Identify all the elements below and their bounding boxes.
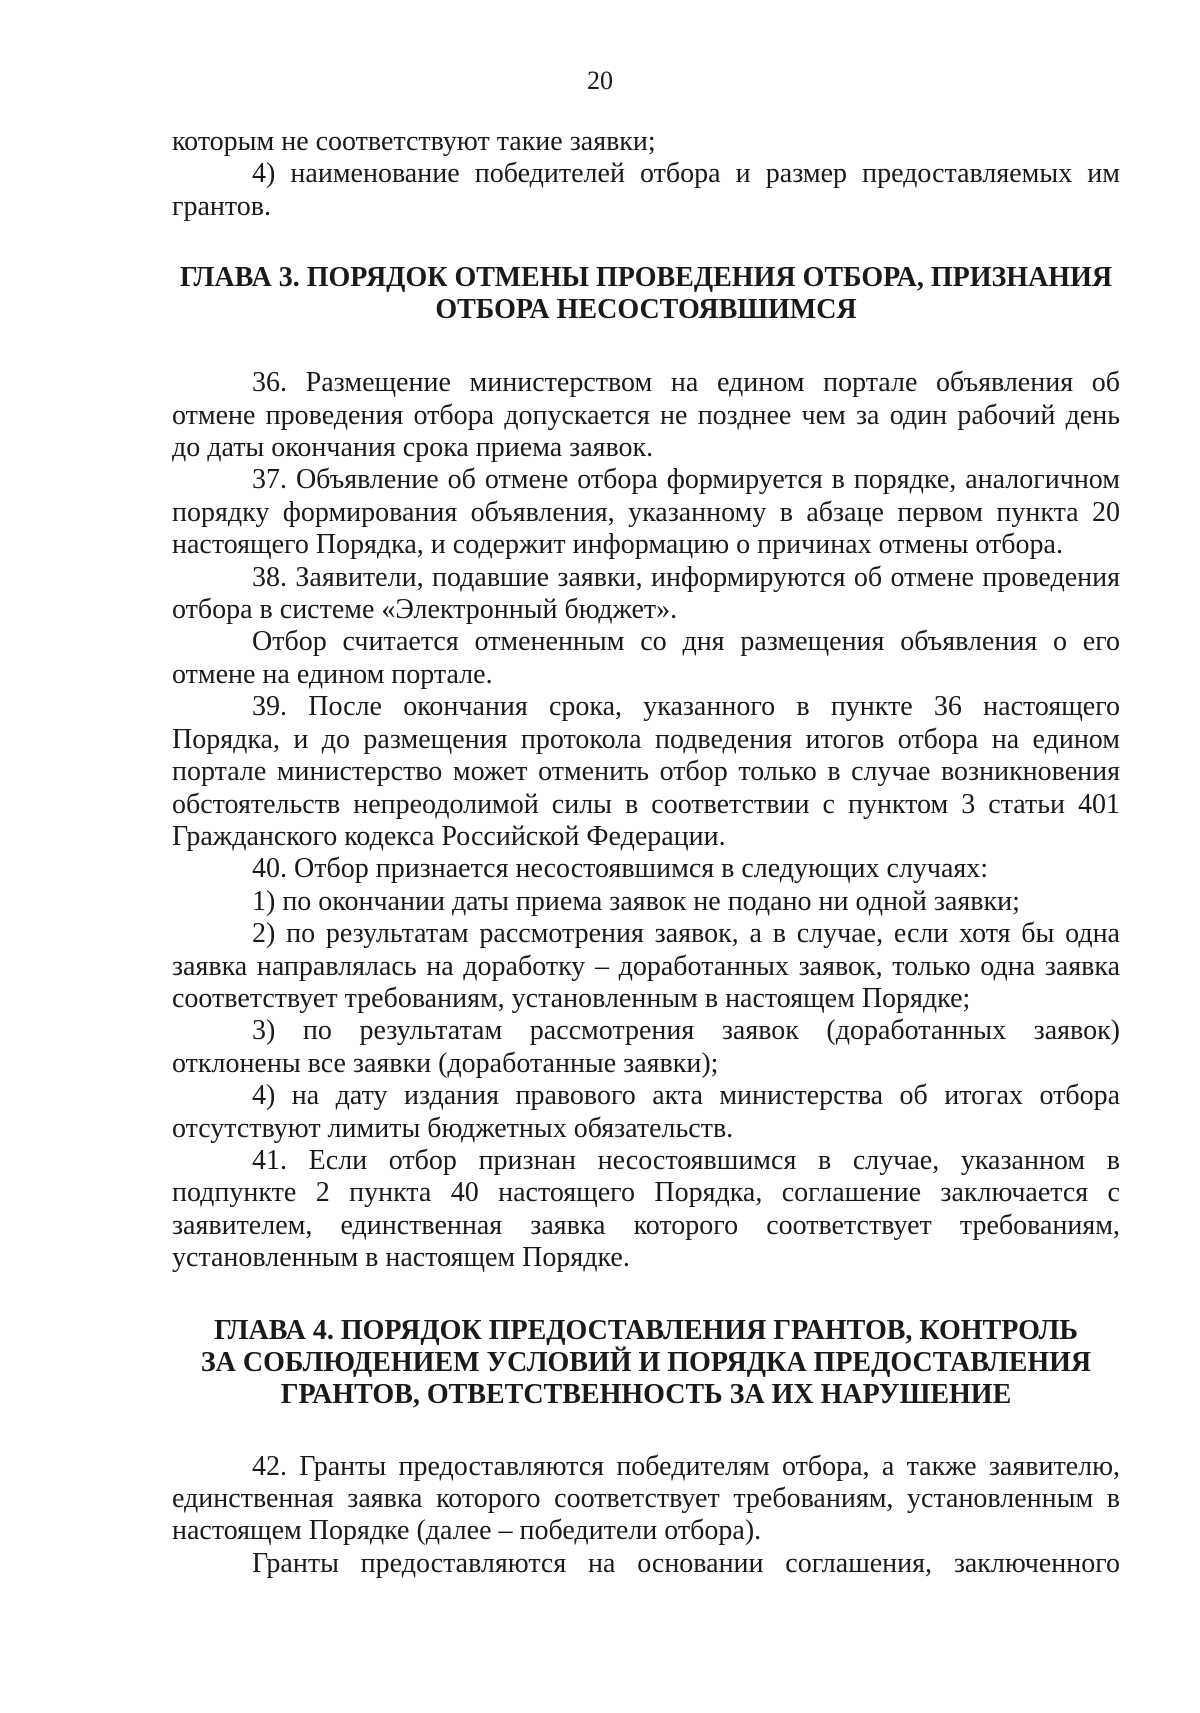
paragraph-40-item-3: 3) по результатам рассмотрения заявок (доработанных заявок) отклонены все заявки (доработанные заявки); — [172, 1015, 1120, 1079]
paragraph-39: 39. После окончания срока, указанного в пункте 36 настоящего Порядка, и до размещения протокола подведения итогов отбора на едином портале министерство может отменить отбор только в случае возникновения обстоятельств непреодолимой силы в соответствии с пунктом 3 статьи 401 Гражданского кодекса Российской Федерации. — [172, 691, 1120, 852]
paragraph-38: 38. Заявители, подавшие заявки, информируются об отмене проведения отбора в системе «Электронный бюджет». — [172, 561, 1120, 626]
page-number: 20 — [587, 66, 613, 95]
paragraph-40: 40. Отбор признается несостоявшимся в следующих случаях: — [252, 853, 989, 885]
chapter-3-heading-line-2: ОТБОРА НЕСОСТОЯВШИМСЯ — [435, 294, 857, 326]
paragraph-40-item-2: 2) по результатам рассмотрения заявок, а в случае, если хотя бы одна заявка направлялась на доработку – доработанных заявок, только одна заявка соответствует требованиям, установленным в настоящем Порядке; — [172, 918, 1120, 1014]
paragraph-41: 41. Если отбор признан несостоявшимся в случае, указанном в подпункте 2 пункта 40 настоящего Порядка, соглашение заключается с заявителем, единственная заявка которого соответствует требованиям, установленным в настоящем Порядке. — [172, 1144, 1120, 1274]
paragraph-item-4: 4) наименование победителей отбора и размер предоставляемых им грантов. — [172, 158, 1120, 222]
paragraph-36: 36. Размещение министерством на едином портале объявления об отмене проведения отбора допускается не позднее чем за один рабочий день до даты окончания срока приема заявок. — [172, 367, 1120, 464]
paragraph-40-item-4: 4) на дату издания правового акта министерства об итогах отбора отсутствуют лимиты бюджетных обязательств. — [172, 1080, 1120, 1144]
chapter-4-heading-line-3: ГРАНТОВ, ОТВЕТСТВЕННОСТЬ ЗА ИХ НАРУШЕНИЕ — [280, 1378, 1012, 1410]
chapter-3-heading-line-1: ГЛАВА 3. ПОРЯДОК ОТМЕНЫ ПРОВЕДЕНИЯ ОТБОРА, ПРИЗНАНИЯ — [179, 262, 1113, 294]
paragraph-37: 37. Объявление об отмене отбора формируется в порядке, аналогичном порядку формирования объявления, указанному в абзаце первом пункта 20 настоящего Порядка, и содержит информацию о причинах отмены отбора. — [172, 464, 1120, 561]
chapter-4-heading — [172, 1315, 1120, 1411]
paragraph-42: 42. Гранты предоставляются победителям отбора, а также заявителю, единственная заявка которого соответствует требованиям, установленным в настоящем Порядке (далее – победители отбора). — [172, 1450, 1120, 1547]
paragraph-40-item-1: 1) по окончании даты приема заявок не подано ни одной заявки; — [252, 885, 1020, 917]
chapter-4-heading-line-2: ЗА СОБЛЮДЕНИЕМ УСЛОВИЙ И ПОРЯДКА ПРЕДОСТАВЛЕНИЯ — [200, 1346, 1092, 1378]
document-body — [172, 126, 1120, 1580]
paragraph-38-continued: Отбор считается отмененным со дня размещения объявления о его отмене на едином портале. — [172, 626, 1120, 690]
chapter-3-heading — [172, 262, 1120, 326]
chapter-4-heading-line-1: ГЛАВА 4. ПОРЯДОК ПРЕДОСТАВЛЕНИЯ ГРАНТОВ, КОНТРОЛЬ — [214, 1314, 1078, 1346]
paragraph-continuation: которым не соответствуют такие заявки; — [172, 126, 656, 157]
paragraph-42-continued: Гранты предоставляются на основании соглашения, заключенного — [252, 1547, 1120, 1579]
